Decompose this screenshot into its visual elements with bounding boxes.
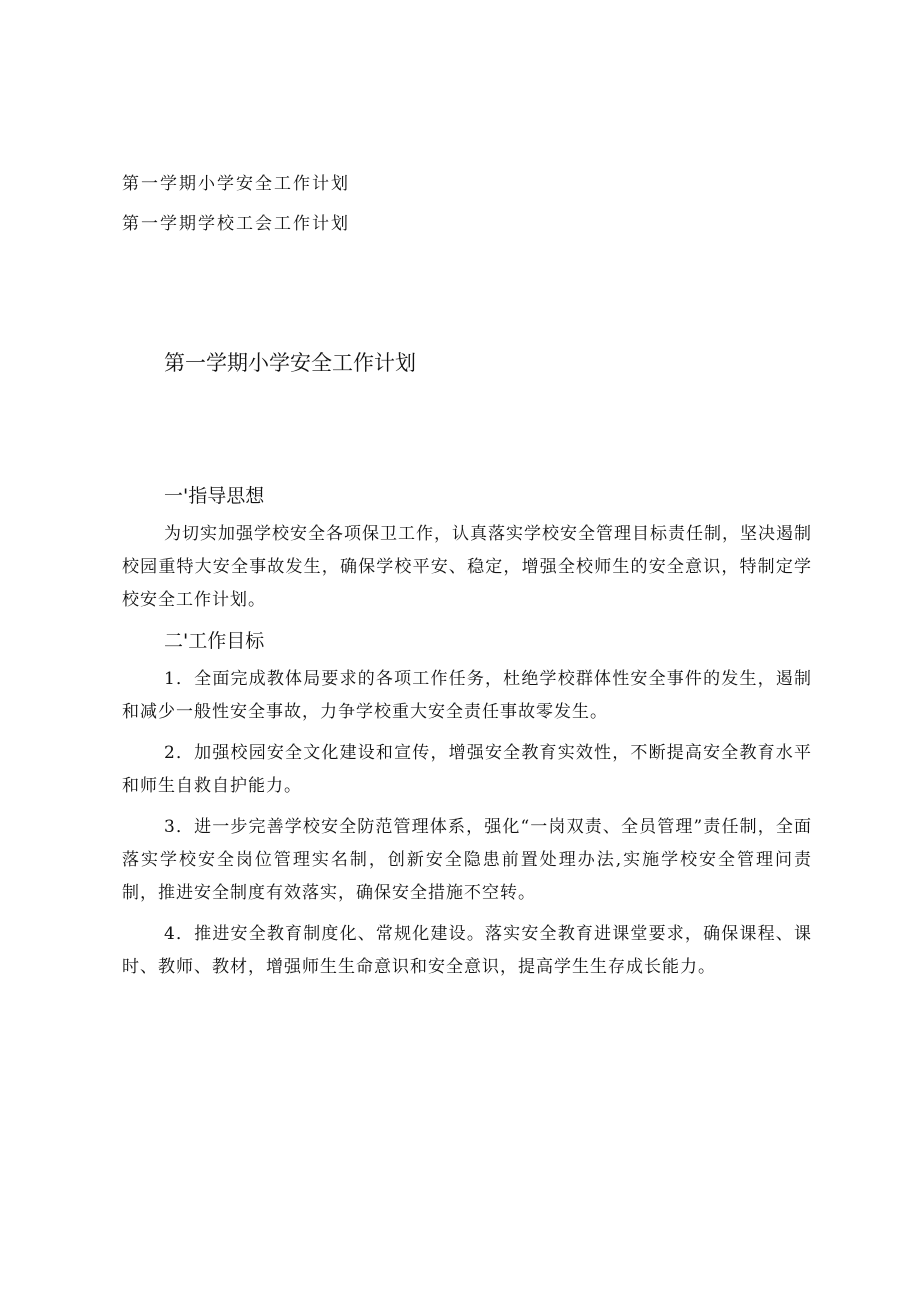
toc-item-safety-plan[interactable]: 第一学期小学安全工作计划	[122, 174, 350, 194]
section-heading-work-goals: 二'工作目标	[164, 630, 265, 652]
document-body	[122, 480, 812, 992]
goal-item-3: 3．进一步完善学校安全防范管理体系，强化“一岗双责、全员管理”责任制，全面落实学校安全岗位管理实名制，创新安全隐患前置处理办法,实施学校安全管理问责制，推进安全制度有效落实，确保安全措施不空转。	[122, 817, 812, 903]
goal-item-2: 2．加强校园安全文化建设和宣传，增强安全教育实效性，不断提高安全教育水平和师生自救自护能力。	[122, 743, 812, 796]
table-of-contents	[122, 174, 822, 254]
paragraph-guiding-ideology: 为切实加强学校安全各项保卫工作，认真落实学校安全管理目标责任制，坚决遏制校园重特大安全事故发生，确保学校平安、稳定，增强全校师生的安全意识，特制定学校安全工作计划。	[122, 524, 812, 610]
goal-item-4: 4．推进安全教育制度化、常规化建设。落实安全教育进课堂要求，确保课程、课时、教师、教材，增强师生生命意识和安全意识，提高学生生存成长能力。	[122, 924, 812, 977]
goal-item-1: 1．全面完成教体局要求的各项工作任务，杜绝学校群体性安全事件的发生，遏制和减少一般性安全事故，力争学校重大安全责任事故零发生。	[122, 669, 812, 722]
toc-item-union-plan[interactable]: 第一学期学校工会工作计划	[122, 214, 350, 234]
section-heading-guiding-ideology: 一'指导思想	[164, 485, 265, 507]
document-title: 第一学期小学安全工作计划	[164, 351, 416, 375]
